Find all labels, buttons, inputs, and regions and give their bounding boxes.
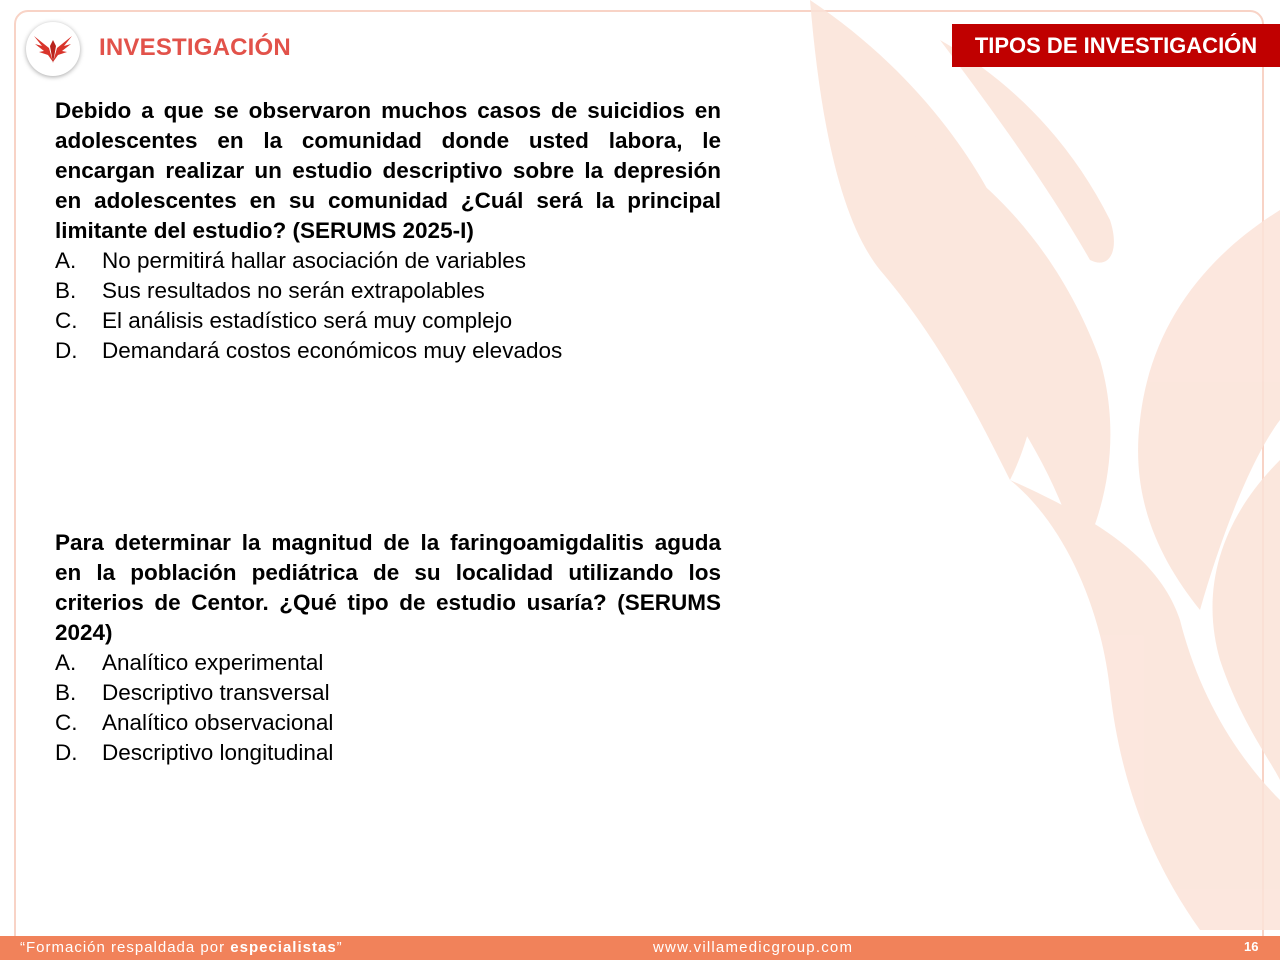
option-b: [55, 678, 721, 708]
option-text: Demandará costos económicos muy elevados: [102, 338, 563, 363]
option-list: [55, 648, 721, 768]
option-text: No permitirá hallar asociación de variables: [102, 248, 526, 273]
option-text: Sus resultados no serán extrapolables: [102, 278, 485, 303]
option-text: El análisis estadístico será muy complejo: [102, 308, 513, 333]
slogan-bold: especialistas: [230, 939, 337, 956]
footer-url[interactable]: www.villamedicgroup.com: [653, 939, 854, 956]
option-c: [55, 306, 721, 336]
footer-bar: [0, 936, 1280, 960]
option-list: [55, 246, 721, 366]
option-letter: C.: [55, 710, 78, 735]
option-letter: B.: [55, 680, 77, 705]
phoenix-watermark: [680, 0, 1280, 930]
option-letter: A.: [55, 650, 77, 675]
option-letter: D.: [55, 740, 78, 765]
option-text: Descriptivo longitudinal: [102, 740, 334, 765]
phoenix-logo-icon: [32, 32, 74, 66]
option-a: [55, 648, 721, 678]
page-number: 16: [1244, 939, 1259, 954]
question-stem: Para determinar la magnitud de la faringoamigdalitis aguda en la población pediátrica de su localidad utilizando los criterios de Centor. ¿Qué tipo de estudio usaría? (SERUMS 2024): [55, 530, 721, 645]
option-c: [55, 708, 721, 738]
option-letter: D.: [55, 338, 78, 363]
question-1: [55, 96, 721, 366]
brand-logo: [26, 22, 80, 76]
option-letter: B.: [55, 278, 77, 303]
option-text: Descriptivo transversal: [102, 680, 330, 705]
option-a: [55, 246, 721, 276]
option-d: [55, 336, 721, 366]
question-2: [55, 528, 721, 768]
option-letter: A.: [55, 248, 77, 273]
brand-title: INVESTIGACIÓN: [99, 34, 291, 61]
question-stem: Debido a que se observaron muchos casos de suicidios en adolescentes en la comunidad donde usted labora, le encargan realizar un estudio descriptivo sobre la depresión en adolescentes en su comunidad ¿Cuál será la principal limitante del estudio? (SERUMS 2025-I): [55, 98, 721, 243]
slogan-prefix: “Formación respaldada por: [20, 939, 231, 956]
option-text: Analítico observacional: [102, 710, 334, 735]
footer-slogan: [20, 939, 343, 956]
option-b: [55, 276, 721, 306]
option-letter: C.: [55, 308, 78, 333]
slogan-suffix: ”: [336, 939, 343, 956]
option-text: Analítico experimental: [102, 650, 324, 675]
section-tag: TIPOS DE INVESTIGACIÓN: [952, 24, 1280, 67]
option-d: [55, 738, 721, 768]
